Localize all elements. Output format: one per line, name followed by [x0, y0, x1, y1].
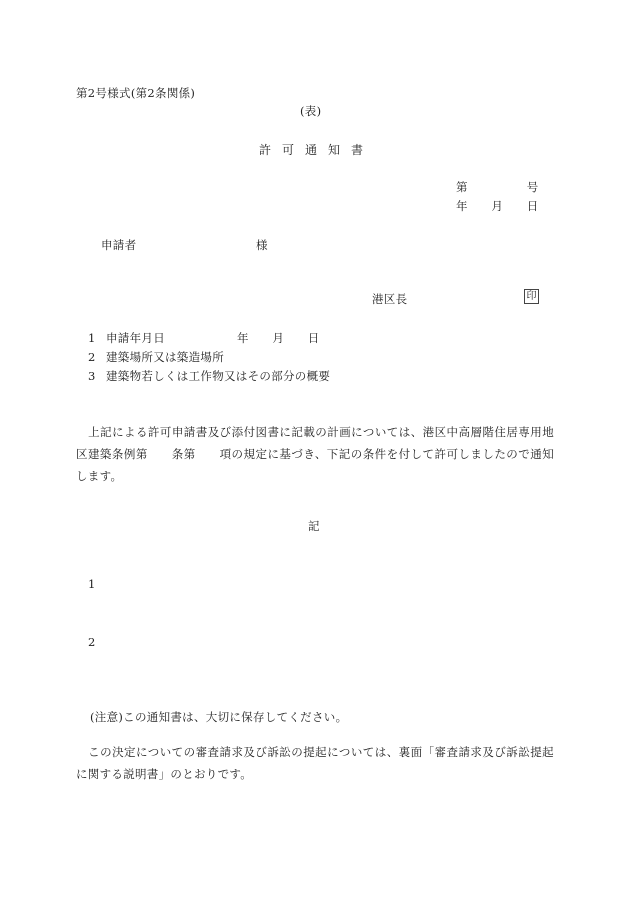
- number-line: 第 号: [456, 180, 539, 194]
- item-number: 2: [88, 350, 96, 364]
- condition-2: 2: [88, 635, 96, 649]
- closing-text: この決定についての審査請求及び訴訟の提起については、裏面「審査請求及び訴訟提起に関する説明書」のとおりです。: [76, 745, 554, 781]
- side-label: (表): [300, 104, 322, 118]
- item-number: 1: [88, 331, 96, 345]
- date-line: 年 月 日: [456, 199, 539, 213]
- item-label: 建築場所又は築造場所: [106, 350, 224, 364]
- note-text: (注意)この通知書は、大切に保存してください。: [90, 710, 348, 724]
- item-label: 申請年月日: [106, 331, 165, 345]
- page-title: 許可通知書: [259, 143, 375, 157]
- applicant-label: 申請者: [101, 238, 137, 252]
- closing-paragraph: [76, 741, 554, 785]
- body-paragraph: [76, 421, 554, 487]
- seal-mark: 印: [524, 289, 539, 304]
- condition-1: 1: [88, 577, 96, 591]
- body-text: 上記による許可申請書及び添付図書に記載の計画については、港区中高層階住居専用地区建築条例第 条第 項の規定に基づき、下記の条件を付して許可しましたので通知します。: [76, 425, 554, 483]
- item-value: 年 月 日: [237, 331, 320, 345]
- issuer-name: 港区長: [372, 292, 408, 306]
- ki-heading: 記: [308, 519, 320, 533]
- item-label: 建築物若しくは工作物又はその部分の概要: [106, 369, 331, 383]
- applicant-honorific: 様: [256, 238, 268, 252]
- form-label: 第2号様式(第2条関係): [76, 86, 196, 100]
- item-number: 3: [88, 369, 96, 383]
